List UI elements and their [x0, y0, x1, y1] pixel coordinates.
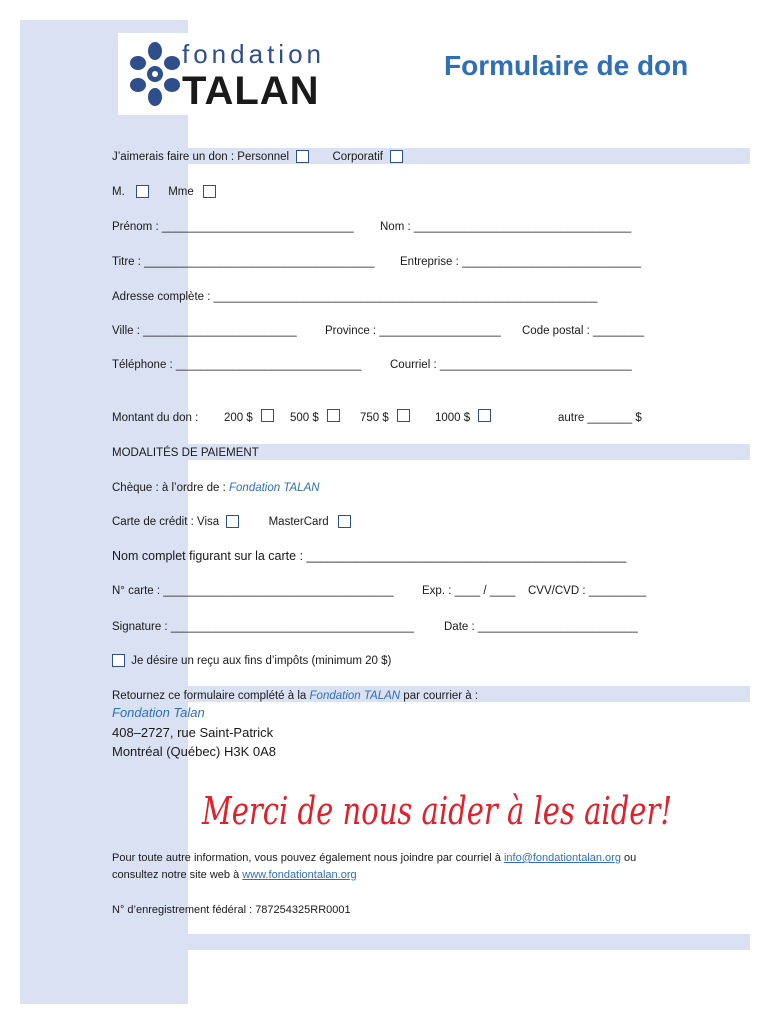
logo-text-big: TALAN	[182, 69, 320, 113]
card-type-row	[112, 514, 351, 530]
website-link[interactable]: www.fondationtalan.org	[242, 869, 357, 881]
amount-500-checkbox[interactable]	[327, 409, 340, 422]
receipt-label: Je désire un reçu aux fins d’impôts (minimum 20 $)	[131, 655, 392, 667]
email-field[interactable]: Courriel : ______________________________	[390, 359, 632, 371]
amount-label: Montant du don :	[112, 412, 199, 424]
registration-number: N° d’enregistrement fédéral : 787254325RR0001	[112, 904, 351, 916]
address-city: Montréal (Québec) H3K 0A8	[112, 744, 277, 759]
mastercard-checkbox[interactable]	[338, 515, 351, 528]
email-link[interactable]: info@fondationtalan.org	[503, 852, 621, 864]
mr-checkbox[interactable]	[136, 185, 149, 198]
amount-1000-checkbox[interactable]	[478, 409, 491, 422]
mrs-label: Mme	[168, 186, 194, 198]
thanks-text: Merci de nous aider à les aider!	[201, 789, 673, 833]
return-suffix: par courrier à :	[403, 690, 479, 702]
amount-750-label: 750 $	[360, 412, 389, 424]
mastercard-label: MasterCard	[268, 516, 329, 528]
amount-500-label: 500 $	[290, 412, 319, 424]
logo-brain-icon	[130, 41, 180, 107]
receipt-row	[112, 653, 391, 669]
expiry-field[interactable]: Exp. : ____ / ____	[422, 585, 516, 597]
cvv-field[interactable]: CVV/CVD : _________	[528, 585, 647, 597]
city-field[interactable]: Ville : ________________________	[112, 325, 297, 337]
page-title: Formulaire de don	[444, 50, 689, 81]
thanks-handwriting	[196, 778, 686, 848]
card-label: Carte de crédit : Visa	[112, 516, 220, 528]
company-field[interactable]: Entreprise : ____________________________	[400, 256, 642, 268]
postal-code-field[interactable]: Code postal : ________	[522, 325, 645, 337]
amount-1000-label: 1000 $	[435, 412, 471, 424]
return-row	[112, 688, 478, 704]
address-street: 408–2727, rue Saint-Patrick	[112, 725, 274, 740]
salutation-row	[112, 184, 216, 200]
date-field[interactable]: Date : _________________________	[444, 621, 638, 633]
mr-label: M.	[112, 186, 125, 198]
address-name: Fondation Talan	[112, 705, 205, 720]
cardholder-name-field[interactable]: Nom complet figurant sur la carte : ______________________________________________	[112, 549, 627, 563]
donation-prompt-label: J’aimerais faire un don : Personnel	[112, 151, 290, 163]
cheque-payee: Fondation TALAN	[229, 482, 320, 494]
last-name-field[interactable]: Nom : __________________________________	[380, 221, 632, 233]
web-prefix: consultez notre site web à	[112, 869, 240, 881]
logo-text-small: fondation	[182, 39, 325, 69]
signature-field[interactable]: Signature : ______________________________________	[112, 621, 414, 633]
return-prefix: Retournez ce formulaire complété à la	[112, 690, 307, 702]
donation-type-row	[112, 149, 403, 165]
personal-checkbox[interactable]	[296, 150, 309, 163]
title-field[interactable]: Titre : ____________________________________	[112, 256, 375, 268]
info-line	[112, 850, 636, 866]
cheque-row	[112, 480, 320, 496]
first-name-field[interactable]: Prénom : ______________________________	[112, 221, 354, 233]
receipt-checkbox[interactable]	[112, 654, 125, 667]
logo	[118, 33, 350, 115]
amount-200-checkbox[interactable]	[261, 409, 274, 422]
visa-checkbox[interactable]	[226, 515, 239, 528]
info-prefix: Pour toute autre information, vous pouvez également nous joindre par courriel à	[112, 852, 501, 864]
corporate-checkbox[interactable]	[390, 150, 403, 163]
phone-field[interactable]: Téléphone : _____________________________	[112, 359, 362, 371]
info-or: ou	[624, 852, 637, 864]
province-field[interactable]: Province : ___________________	[325, 325, 501, 337]
card-number-field[interactable]: N° carte : ____________________________________	[112, 585, 394, 597]
cheque-label: Chèque : à l’ordre de :	[112, 482, 226, 494]
amount-200-label: 200 $	[224, 412, 253, 424]
web-line	[112, 867, 357, 883]
payment-heading: MODALITÉS DE PAIEMENT	[112, 447, 259, 459]
amount-750-checkbox[interactable]	[397, 409, 410, 422]
mrs-checkbox[interactable]	[203, 185, 216, 198]
amount-other-field[interactable]: autre _______ $	[558, 412, 642, 424]
return-org: Fondation TALAN	[309, 690, 401, 702]
band-footer	[108, 934, 750, 950]
address-field[interactable]: Adresse complète : ____________________________________________________________	[112, 291, 598, 303]
corporate-label: Corporatif	[332, 151, 383, 163]
